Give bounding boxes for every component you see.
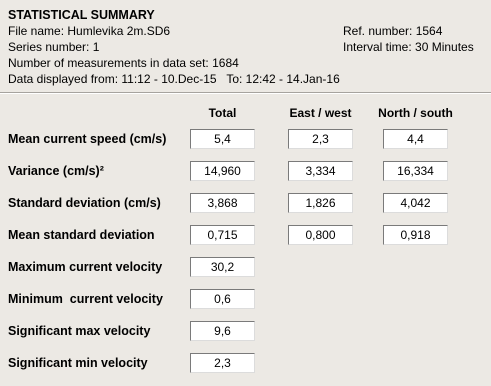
mean-speed-east-west-field[interactable]: 2,3: [288, 129, 353, 149]
row-label-minimum-current-velocity: Minimum current velocity: [8, 292, 163, 306]
mean-std-dev-east-west-field[interactable]: 0,800: [288, 225, 353, 245]
mean-speed-total-field[interactable]: 5,4: [190, 129, 255, 149]
column-header-total: Total: [208, 106, 237, 120]
mean-std-dev-north-south-field[interactable]: 0,918: [383, 225, 448, 245]
series-number: Series number: 1: [8, 40, 100, 54]
row-label-maximum-current-velocity: Maximum current velocity: [8, 260, 163, 274]
file-name: File name: Humlevika 2m.SD6: [8, 24, 171, 38]
row-label-standard-deviation: Standard deviation (cm/s): [8, 196, 161, 210]
header-divider: [0, 92, 491, 94]
significant-max-velocity-field[interactable]: 9,6: [190, 321, 255, 341]
row-label-mean-standard-deviation: Mean standard deviation: [8, 228, 155, 242]
variance-east-west-field[interactable]: 3,334: [288, 161, 353, 181]
ref-number: Ref. number: 1564: [343, 24, 443, 38]
variance-north-south-field[interactable]: 16,334: [383, 161, 448, 181]
summary-header: [0, 0, 491, 92]
page-title: STATISTICAL SUMMARY: [8, 8, 155, 22]
min-velocity-field[interactable]: 0,6: [190, 289, 255, 309]
significant-min-velocity-field[interactable]: 2,3: [190, 353, 255, 373]
column-header-north-south: North / south: [378, 106, 453, 120]
row-label-mean-current-speed: Mean current speed (cm/s): [8, 132, 167, 146]
max-velocity-field[interactable]: 30,2: [190, 257, 255, 277]
column-header-east-west: East / west: [289, 106, 352, 120]
std-dev-east-west-field[interactable]: 1,826: [288, 193, 353, 213]
interval-time: Interval time: 30 Minutes: [343, 40, 474, 54]
row-label-significant-max-velocity: Significant max velocity: [8, 324, 151, 338]
mean-speed-north-south-field[interactable]: 4,4: [383, 129, 448, 149]
std-dev-total-field[interactable]: 3,868: [190, 193, 255, 213]
row-label-variance: Variance (cm/s)²: [8, 164, 104, 178]
variance-total-field[interactable]: 14,960: [190, 161, 255, 181]
mean-std-dev-total-field[interactable]: 0,715: [190, 225, 255, 245]
measurement-count: Number of measurements in data set: 1684: [8, 56, 239, 70]
data-range: Data displayed from: 11:12 - 10.Dec-15 To: 12:42 - 14.Jan-16: [8, 72, 340, 86]
row-label-significant-min-velocity: Significant min velocity: [8, 356, 148, 370]
std-dev-north-south-field[interactable]: 4,042: [383, 193, 448, 213]
